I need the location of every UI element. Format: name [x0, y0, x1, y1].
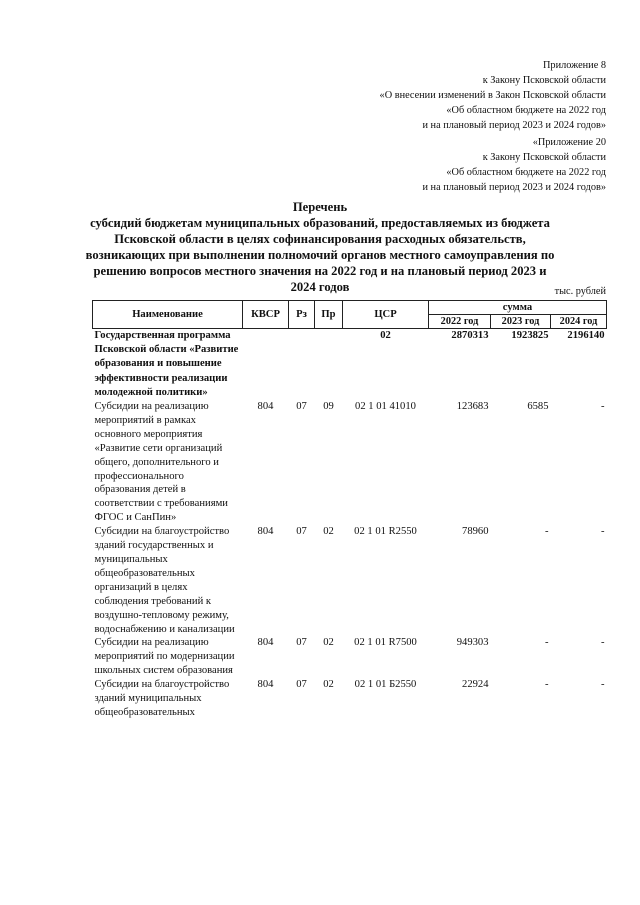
col-header-2022: 2022 год — [429, 315, 491, 329]
units-label: тыс. рублей — [554, 286, 606, 297]
col-header-2024: 2024 год — [551, 315, 607, 329]
header-line: и на плановый период 2023 и 2024 годов» — [422, 120, 606, 131]
row-pr: 02 — [323, 679, 334, 691]
col-header-sum: сумма — [429, 301, 607, 315]
table-row — [93, 400, 607, 525]
appendix-header-2 — [422, 135, 606, 195]
row-2024: - — [600, 401, 605, 413]
row-kvsr: 804 — [257, 526, 274, 538]
row-csr: 02 1 01 R2550 — [354, 526, 417, 538]
row-kvsr: 804 — [257, 679, 274, 691]
row-2023: - — [544, 637, 549, 649]
row-kvsr: 804 — [257, 401, 274, 413]
row-pr — [315, 329, 343, 401]
row-rz: 07 — [296, 526, 307, 538]
row-rz: 07 — [296, 637, 307, 649]
header-line: «О внесении изменений в Закон Псковской области — [379, 90, 606, 101]
document-title: Перечень — [292, 200, 348, 214]
row-2024: - — [600, 679, 605, 691]
row-2022: 123683 — [456, 401, 489, 413]
appendix-header-1 — [380, 58, 606, 133]
row-2022: 22924 — [462, 679, 489, 691]
col-header-csr: ЦСР — [343, 301, 429, 329]
row-2023: 6585 — [527, 401, 549, 413]
row-2022: 949303 — [456, 637, 489, 649]
row-name: Государственная программа Псковской области «Развитие образования и повышение эффективности реализации молодежной политики» — [94, 330, 239, 398]
row-pr: 09 — [323, 401, 334, 413]
header-line: «Об областном бюджете на 2022 год — [446, 105, 606, 116]
col-header-rz: Рз — [289, 301, 315, 329]
col-header-kvsr: КВСР — [243, 301, 289, 329]
row-kvsr: 804 — [257, 637, 274, 649]
table-row — [93, 525, 607, 636]
header-line: и на плановый период 2023 и 2024 годов» — [422, 182, 606, 193]
row-csr: 02 1 01 R7500 — [354, 637, 417, 649]
col-header-2023: 2023 год — [491, 315, 551, 329]
subsidies-table — [92, 300, 607, 720]
row-name: Субсидии на реализацию мероприятий в рамках основного мероприятия «Развитие сети организаций общего, дополнительного и профессионального образования детей в соответствии с требованиями ФГОС и СанПин» — [94, 401, 228, 524]
col-header-name: Наименование — [93, 301, 243, 329]
row-2022: 2870313 — [451, 330, 489, 341]
table-row — [93, 329, 607, 401]
header-line: к Закону Псковской области — [482, 75, 606, 86]
row-2023: 1923825 — [511, 330, 549, 341]
header-line: к Закону Псковской области — [482, 152, 606, 163]
document-subtitle: субсидий бюджетам муниципальных образований, предоставляемых из бюджета Псковской области в целях софинансирования расходных обязательств, возникающих при выполнении полномочий органов местного самоуправления по решению вопросов местного значения на 2022 год и на плановый период 2023 и 2024 годов — [85, 216, 555, 294]
table-row — [93, 636, 607, 678]
row-2022: 78960 — [462, 526, 489, 538]
row-2023: - — [544, 679, 549, 691]
row-name: Субсидии на благоустройство зданий государственных и муниципальных общеобразовательных организаций в целях соблюдения требований к воздушно-тепловому режиму, водоснабжению и канализации — [94, 526, 235, 635]
col-header-pr: Пр — [315, 301, 343, 329]
row-csr: 02 1 01 41010 — [355, 401, 416, 413]
row-pr: 02 — [323, 526, 334, 538]
row-rz — [289, 329, 315, 401]
row-2024: - — [600, 637, 605, 649]
row-2024: 2196140 — [567, 330, 605, 341]
header-line: «Приложение 20 — [532, 137, 606, 148]
row-pr: 02 — [323, 637, 334, 649]
row-2023: - — [544, 526, 549, 538]
row-rz: 07 — [296, 679, 307, 691]
row-name: Субсидии на реализацию мероприятий по модернизации школьных систем образования — [94, 637, 235, 677]
table-row — [93, 678, 607, 720]
table-header-row — [93, 301, 607, 315]
row-csr: 02 — [380, 330, 391, 341]
row-rz: 07 — [296, 401, 307, 413]
row-csr: 02 1 01 Б2550 — [354, 679, 417, 691]
row-name: Субсидии на благоустройство зданий муниципальных общеобразовательных — [94, 679, 230, 718]
row-2024: - — [600, 526, 605, 538]
header-line: Приложение 8 — [543, 60, 606, 71]
header-line: «Об областном бюджете на 2022 год — [446, 167, 606, 178]
row-kvsr — [243, 329, 289, 401]
